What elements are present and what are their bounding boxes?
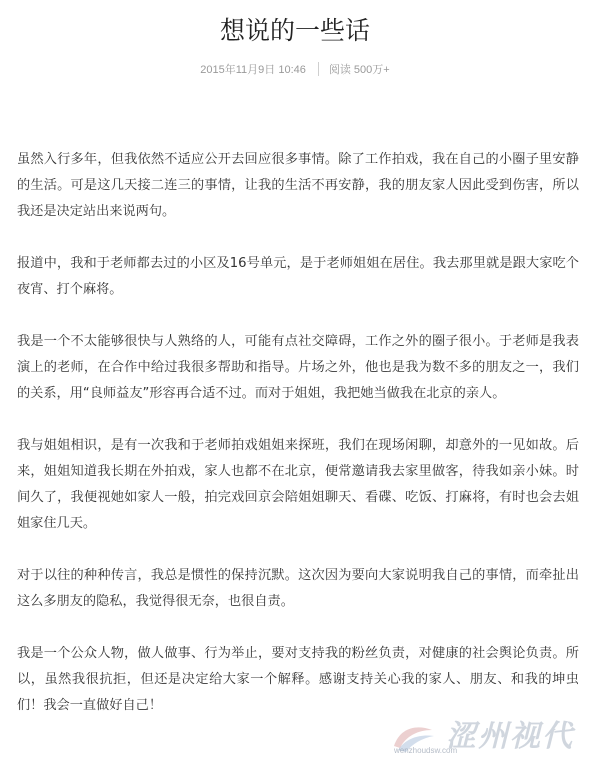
paragraph-5: 对于以往的种种传言，我总是惯性的保持沉默。这次因为要向大家说明我自己的事情，而牵扯出这么多朋友的隐私，我觉得很无奈，也很自责。 xyxy=(17,568,579,609)
paragraph-2: 报道中，我和于老师都去过的小区及16号单元，是于老师姐姐在居住。我去那里就是跟大家吃个夜宵、打个麻将。 xyxy=(17,256,579,297)
watermark xyxy=(390,720,580,760)
meta-divider xyxy=(318,62,319,76)
paragraph-4: 我与姐姐相识，是有一次我和于老师拍戏姐姐来探班，我们在现场闲聊，却意外的一见如故。后来，姐姐知道我长期在外拍戏，家人也都不在北京，便常邀请我去家里做客，待我如亲小妹。时间久了，我便视她如家人一般，拍完戏回京会陪姐姐聊天、看碟、吃饭、打麻将，有时也会去姐姐家住几天。 xyxy=(17,438,579,531)
article-body xyxy=(17,147,579,745)
paragraph-3: 我是一个不太能够很快与人熟络的人，可能有点社交障碍，工作之外的圈子很小。于老师是我表演上的老师，在合作中给过我很多帮助和指导。片场之外，他也是我为数不多的朋友之一，我们的关系，用“良师益友”形容再合适不过。而对于姐姐，我把她当做我在北京的亲人。 xyxy=(17,334,579,401)
view-count: 阅读 500万+ xyxy=(328,64,390,76)
watermark-text: 涩州视代 xyxy=(446,719,574,754)
article-meta xyxy=(0,62,590,78)
paragraph-1: 虽然入行多年，但我依然不适应公开去回应很多事情。除了工作拍戏，我在自己的小圈子里安静的生活。可是这几天接二连三的事情，让我的生活不再安静，我的朋友家人因此受到伤害，所以我还是决定站出来说两句。 xyxy=(17,152,579,219)
publish-date: 2015年11月9日 10:46 xyxy=(200,64,306,76)
watermark-url: wenzhoudsw.com xyxy=(394,746,458,755)
paragraph-6: 我是一个公众人物，做人做事、行为举止，要对支持我的粉丝负责，对健康的社会舆论负责。所以，虽然我很抗拒，但还是决定给大家一个解释。感谢支持关心我的家人、朋友、和我的坤虫们！我会一直做好自己！ xyxy=(17,646,579,713)
article-title: 想说的一些话 xyxy=(219,16,370,45)
